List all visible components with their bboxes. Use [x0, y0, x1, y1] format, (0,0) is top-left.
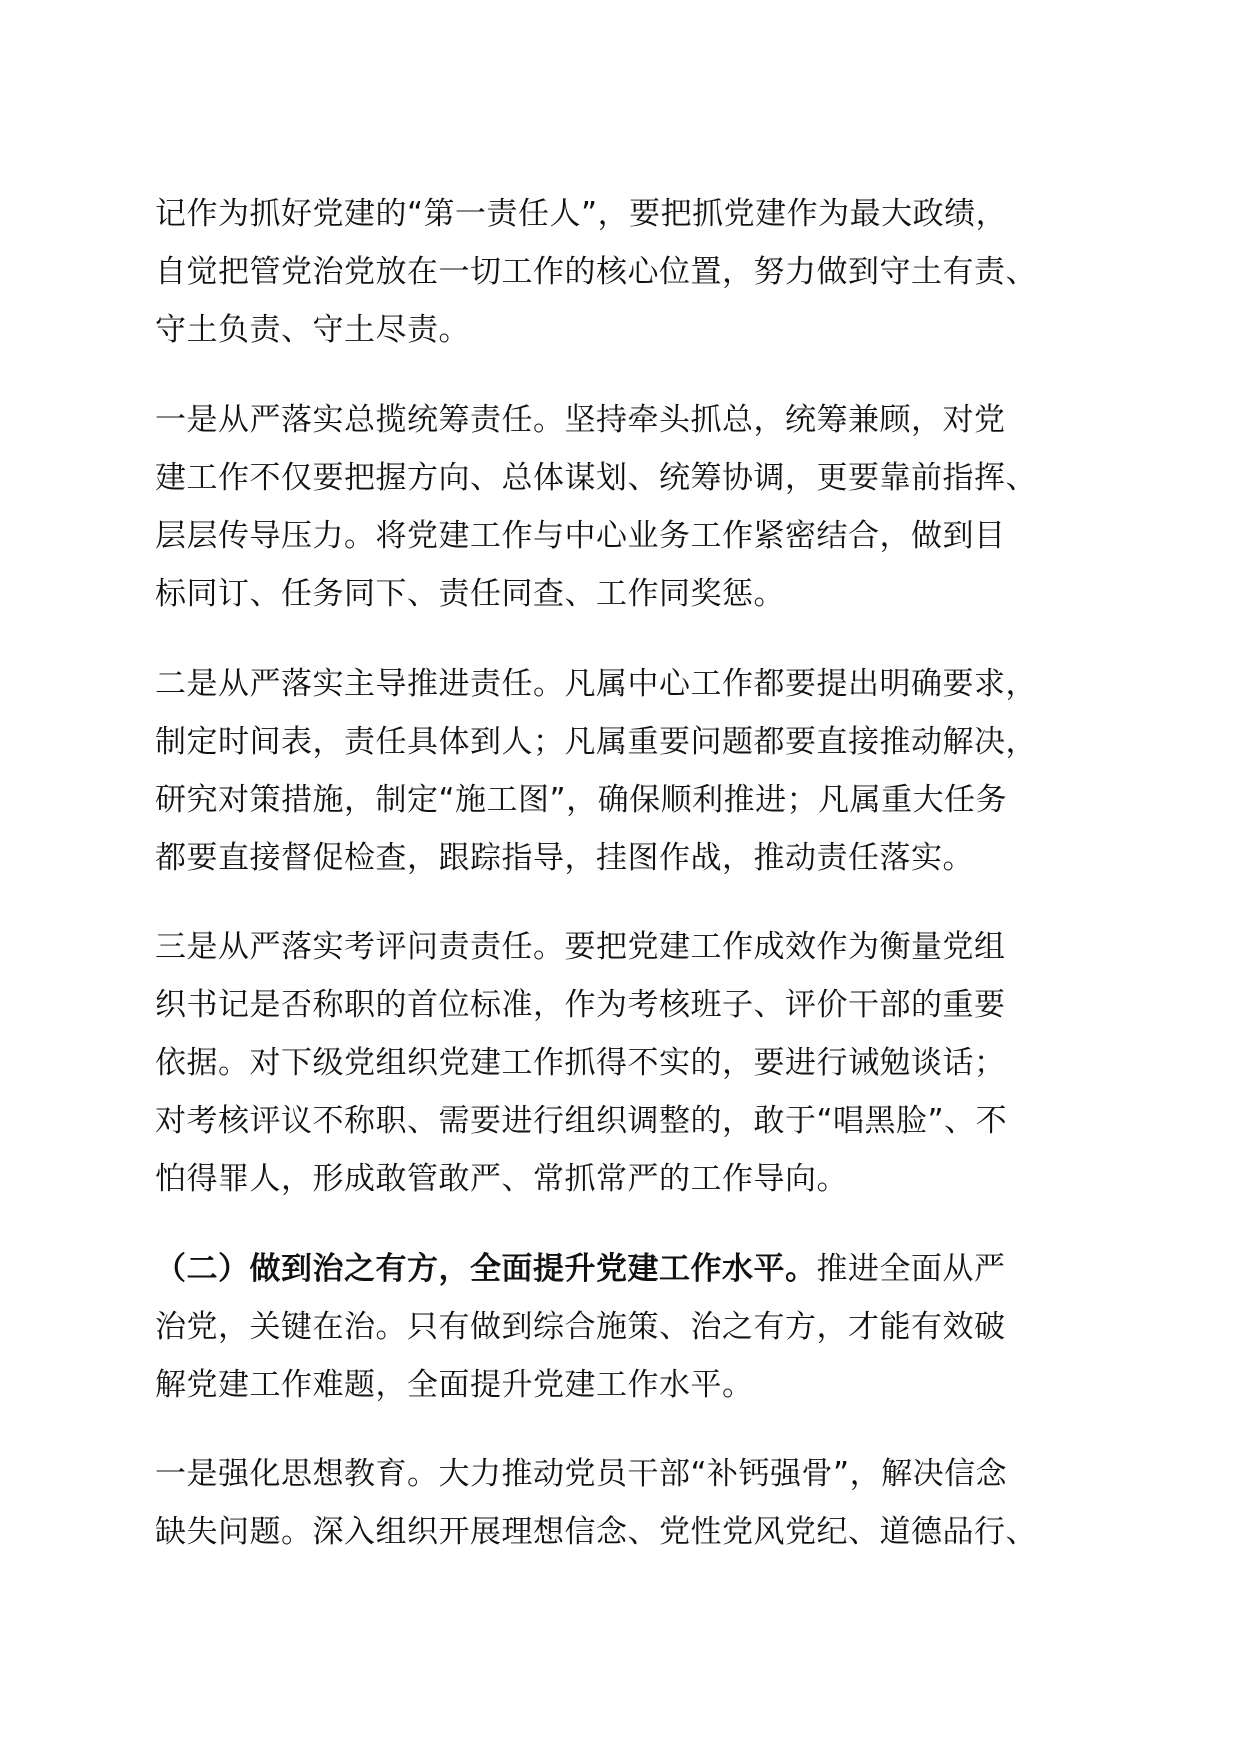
text-line: 记作为抓好党建的“第一责任人”，要把抓党建作为最大政绩， — [155, 196, 1008, 232]
text-line: 依据。对下级党组织党建工作抓得不实的，要进行诫勉谈话； — [155, 1045, 1006, 1081]
text-line: 织书记是否称职的首位标准，作为考核班子、评价干部的重要 — [155, 987, 1006, 1023]
text-line: 建工作不仅要把握方向、总体谋划、统筹协调，更要靠前指挥、 — [155, 460, 1037, 496]
heading-continuation: 推进全面从严 — [816, 1251, 1006, 1287]
text-line: 一是从严落实总揽统筹责任。坚持牵头抓总，统筹兼顾，对党 — [155, 402, 1006, 438]
text-line: 怕得罪人，形成敢管敢严、常抓常严的工作导向。 — [155, 1161, 848, 1197]
text-line: 守土负责、守土尽责。 — [155, 312, 470, 348]
paragraph-first-responsible-person — [155, 185, 1105, 359]
text-line — [155, 1240, 1105, 1298]
text-line: 制定时间表，责任具体到人；凡属重要问题都要直接推动解决， — [155, 724, 1037, 760]
text-line: 缺失问题。深入组织开展理想信念、党性党风党纪、道德品行、 — [155, 1514, 1037, 1550]
text-line: 研究对策措施，制定“施工图”，确保顺利推进；凡属重大任务 — [155, 782, 1008, 818]
section-heading: （二）做到治之有方，全面提升党建工作水平。 — [155, 1251, 817, 1287]
text-line: 对考核评议不称职、需要进行组织调整的，敢于“唱黑脸”、不 — [155, 1103, 1008, 1139]
text-line: 层层传导压力。将党建工作与中心业务工作紧密结合，做到目 — [155, 518, 1006, 554]
paragraph-evaluation-accountability — [155, 918, 1105, 1208]
text-line: 二是从严落实主导推进责任。凡属中心工作都要提出明确要求， — [155, 666, 1037, 702]
paragraph-overall-coordination — [155, 391, 1105, 623]
paragraph-ideological-education — [155, 1445, 1105, 1561]
text-line: 一是强化思想教育。大力推动党员干部“补钙强骨”，解决信念 — [155, 1456, 1008, 1492]
text-line: 解党建工作难题，全面提升党建工作水平。 — [155, 1367, 754, 1403]
text-line: 都要直接督促检查，跟踪指导，挂图作战，推动责任落实。 — [155, 840, 974, 876]
text-line: 三是从严落实考评问责责任。要把党建工作成效作为衡量党组 — [155, 929, 1006, 965]
text-line: 治党，关键在治。只有做到综合施策、治之有方，才能有效破 — [155, 1309, 1006, 1345]
paragraph-section-two — [155, 1240, 1105, 1414]
paragraph-leading-promotion — [155, 655, 1105, 887]
text-line: 标同订、任务同下、责任同查、工作同奖惩。 — [155, 576, 785, 612]
text-line: 自觉把管党治党放在一切工作的核心位置，努力做到守土有责、 — [155, 254, 1037, 290]
